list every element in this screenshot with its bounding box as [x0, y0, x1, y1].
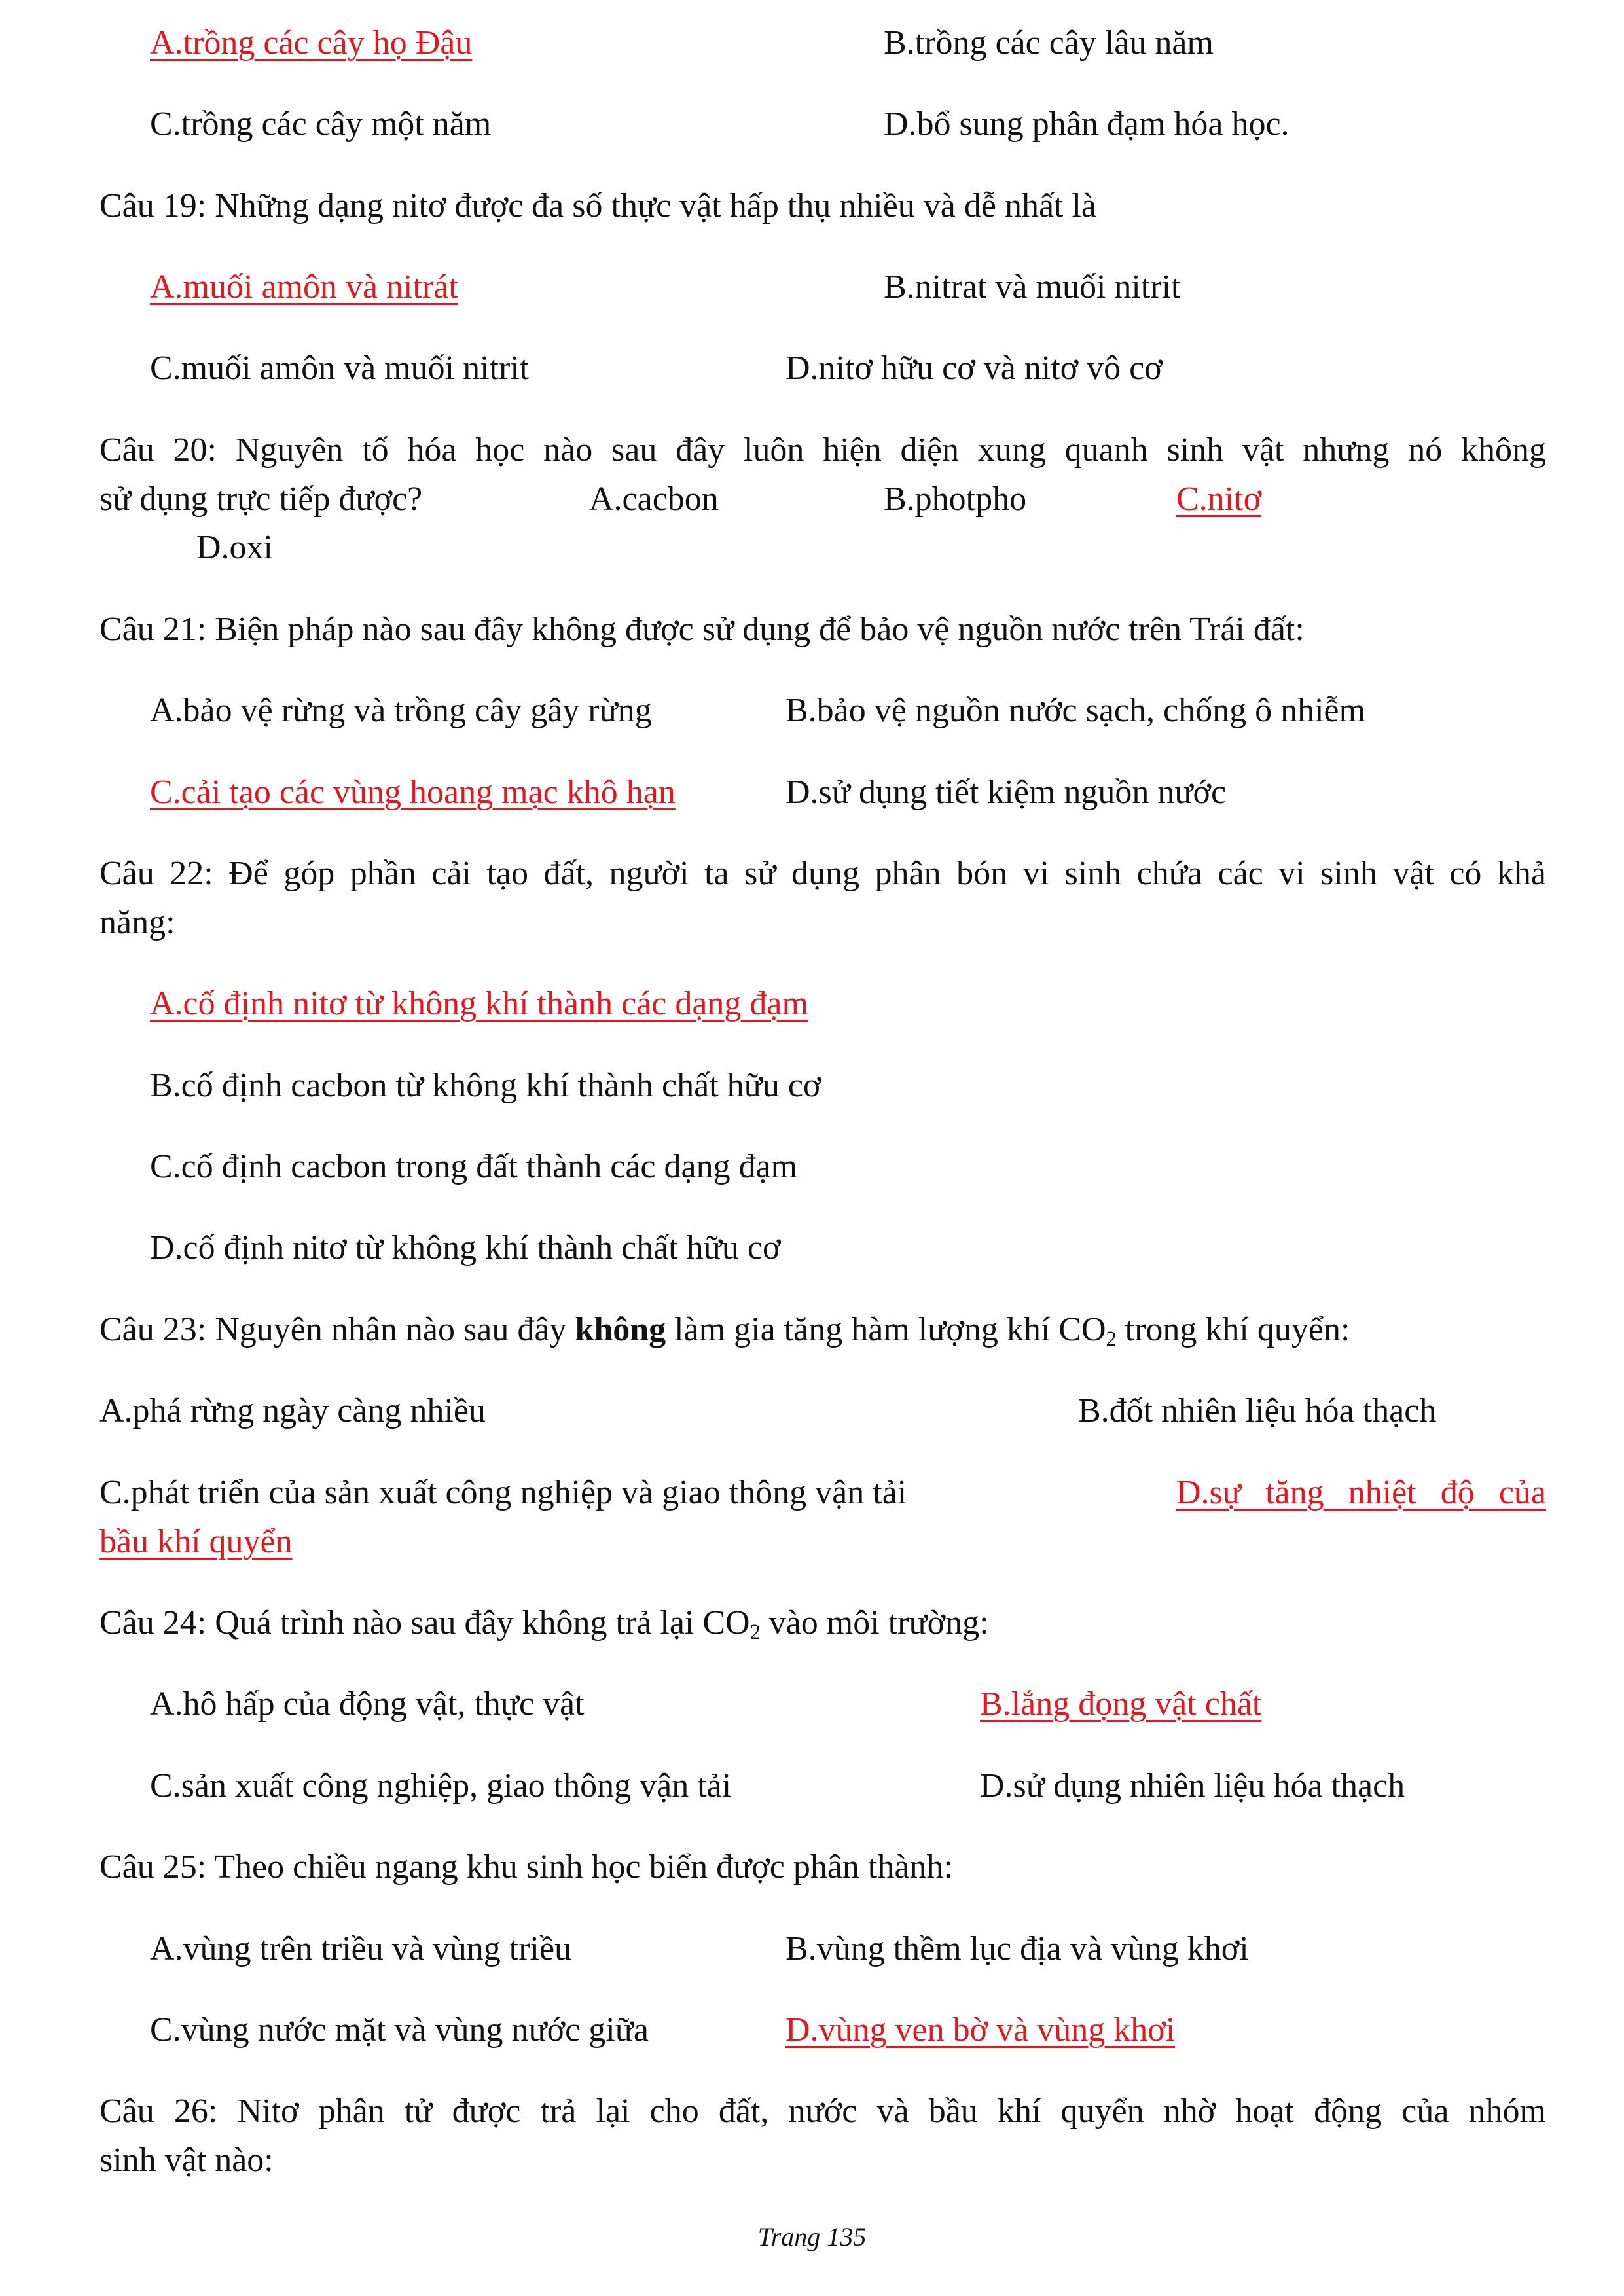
q19-stem: Câu 19: Những dạng nitơ được đa số thực vật hấp thụ nhiều và dễ nhất là: [99, 187, 1097, 224]
q23-option-b: B.đốt nhiên liệu hóa thạch: [1078, 1392, 1437, 1429]
q22-option-d: D.cố định nitơ từ không khí thành chất hữu cơ: [150, 1229, 781, 1266]
q23-stem-pre: Câu 23: Nguyên nhân nào sau đây: [99, 1311, 575, 1348]
q23-option-d-line2: bầu khí quyển: [99, 1523, 293, 1560]
q25-stem: Câu 25: Theo chiều ngang khu sinh học biển được phân thành:: [99, 1848, 953, 1886]
q19-option-a: A.muối amôn và nitrát: [150, 268, 458, 306]
page-number: Trang 135: [757, 2222, 867, 2251]
q25-option-c: C.vùng nước mặt và vùng nước giữa: [150, 2011, 649, 2049]
q24-stem-subscript: 2: [749, 1620, 761, 1644]
q24-option-b: B.lắng đọng vật chất: [980, 1685, 1262, 1723]
q24-option-a: A.hô hấp của động vật, thực vật: [150, 1685, 585, 1723]
q18-option-c: C.trồng các cây một năm: [150, 105, 492, 143]
q23-option-a: A.phá rừng ngày càng nhiều: [99, 1392, 486, 1429]
q20-option-b: B.photpho: [884, 480, 1027, 518]
q18-option-a: A.trồng các cây họ Đậu: [150, 24, 473, 62]
q20-option-d: D.oxi: [196, 529, 273, 566]
q25-option-a: A.vùng trên triều và vùng triều: [150, 1930, 572, 1967]
q18-option-d: D.bổ sung phân đạm hóa học.: [884, 105, 1290, 143]
q21-option-d: D.sử dụng tiết kiệm nguồn nước: [785, 774, 1227, 811]
q21-option-c: C.cải tạo các vùng hoang mạc khô hạn: [150, 774, 676, 811]
q19-option-b: B.nitrat và muối nitrit: [884, 268, 1181, 306]
q23-stem-mid: làm gia tăng hàm lượng khí CO: [666, 1311, 1106, 1348]
q24-stem: [99, 1604, 989, 1644]
q23-option-c: C.phát triển của sản xuất công nghiệp và giao thông vận tải: [99, 1474, 907, 1511]
q21-stem: Câu 21: Biện pháp nào sau đây không được sử dụng để bảo vệ nguồn nước trên Trái đất:: [99, 611, 1305, 648]
q24-option-c: C.sản xuất công nghiệp, giao thông vận tải: [150, 1767, 732, 1804]
q23-stem-subscript: 2: [1106, 1327, 1117, 1351]
q21-option-a: A.bảo vệ rừng và trồng cây gây rừng: [150, 692, 652, 729]
q19-option-c: C.muối amôn và muối nitrit: [150, 350, 530, 387]
q26-stem-line1: Câu 26: Nitơ phân tử được trả lại cho đất, nước và bầu khí quyển nhờ hoạt động của nhóm: [99, 2092, 1546, 2130]
q18-option-b: B.trồng các cây lâu năm: [884, 24, 1214, 62]
q23-stem: [99, 1311, 1350, 1351]
q23-stem-bold: không: [575, 1311, 666, 1348]
q25-option-d: D.vùng ven bờ và vùng khơi: [785, 2011, 1176, 2049]
q20-stem-line1: Câu 20: Nguyên tố hóa học nào sau đây luôn hiện diện xung quanh sinh vật nhưng nó không: [99, 431, 1546, 469]
q22-stem-line2: năng:: [99, 904, 175, 941]
q22-option-a: A.cố định nitơ từ không khí thành các dạng đạm: [150, 985, 808, 1022]
q23-option-d-line1: D.sự tăng nhiệt độ của: [1176, 1474, 1546, 1511]
q22-option-c: C.cố định cacbon trong đất thành các dạng đạm: [150, 1148, 798, 1185]
q24-stem-pre: Câu 24: Quá trình nào sau đây không trả lại CO: [99, 1604, 750, 1641]
q24-stem-post: vào môi trường:: [760, 1604, 989, 1641]
q24-option-d: D.sử dụng nhiên liệu hóa thạch: [980, 1767, 1405, 1804]
q22-option-b: B.cố định cacbon từ không khí thành chất hữu cơ: [150, 1067, 821, 1104]
q20-option-a: A.cacbon: [589, 480, 719, 518]
q19-option-d: D.nitơ hữu cơ và nitơ vô cơ: [785, 350, 1163, 387]
q20-option-c: C.nitơ: [1176, 480, 1262, 518]
q20-stem-line2: sử dụng trực tiếp được?: [99, 480, 423, 518]
q26-stem-line2: sinh vật nào:: [99, 2142, 274, 2179]
q22-stem-line1: Câu 22: Để góp phần cải tạo đất, người ta sử dụng phân bón vi sinh chứa các vi sinh vật có khả: [99, 855, 1546, 892]
q25-option-b: B.vùng thềm lục địa và vùng khơi: [785, 1930, 1249, 1967]
q23-stem-post: trong khí quyển:: [1116, 1311, 1350, 1348]
q21-option-b: B.bảo vệ nguồn nước sạch, chống ô nhiễm: [785, 692, 1366, 729]
